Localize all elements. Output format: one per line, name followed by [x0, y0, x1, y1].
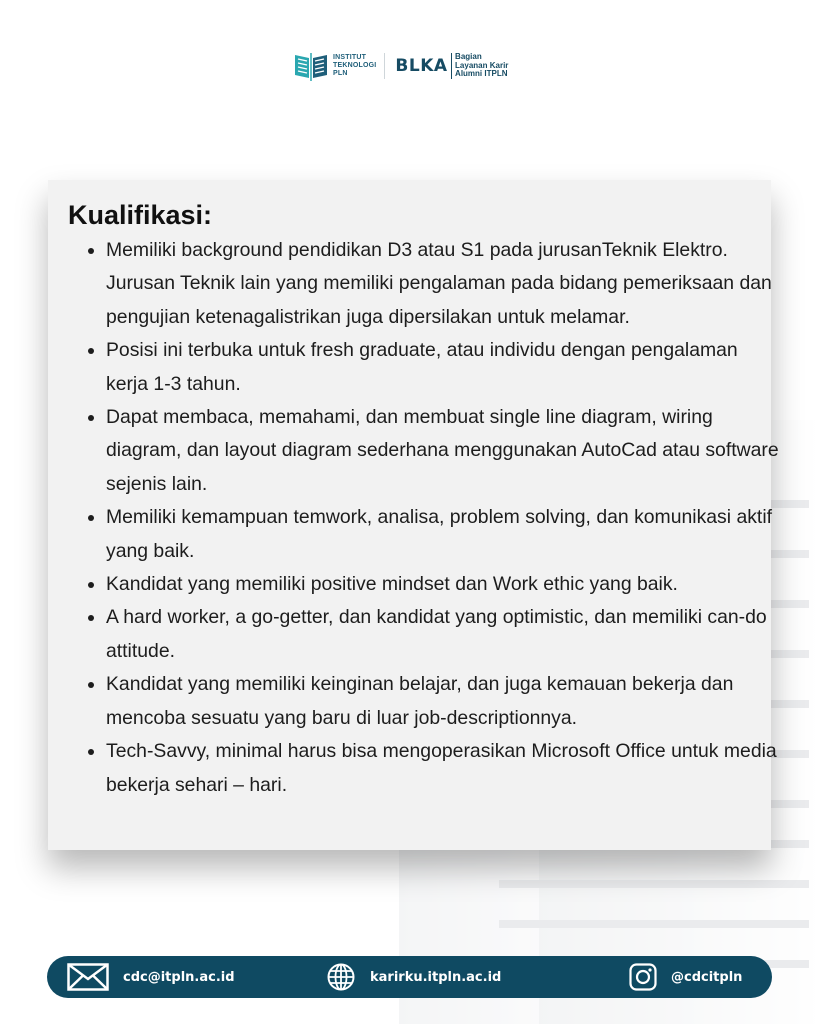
footer-website[interactable]: [326, 956, 501, 998]
email-link[interactable]: cdc@itpln.ac.id: [123, 969, 235, 985]
website-link[interactable]: karirku.itpln.ac.id: [370, 969, 502, 985]
envelope-icon: [67, 963, 109, 991]
list-item: • Posisi ini terbuka untuk fresh graduate, atau individu dengan pengalaman kerja 1-3 tahun.: [106, 334, 782, 401]
instagram-icon: [629, 963, 657, 991]
list-item: • A hard worker, a go-getter, dan kandidat yang optimistic, dan memiliki can-do attitude.: [106, 601, 782, 668]
list-item: • Tech-Savvy, minimal harus bisa mengoperasikan Microsoft Office untuk media bekerja sehari – hari.: [106, 735, 782, 802]
header-logos: [292, 44, 532, 88]
qualifications-card: [48, 180, 779, 850]
card-title: Kualifikasi:: [68, 200, 213, 230]
blka-subtitle: Bagian Layanan Karir Alumni ITPLN: [455, 52, 509, 79]
header-divider: [384, 53, 385, 79]
globe-icon: [326, 962, 356, 992]
blka-logo: [395, 53, 508, 79]
list-item: • Kandidat yang memiliki positive mindset dan Work ethic yang baik.: [106, 568, 782, 601]
footer-email[interactable]: [67, 956, 235, 998]
qualifications-list: [84, 234, 782, 802]
list-item: • Memiliki kemampuan temwork, analisa, problem solving, dan komunikasi aktif yang baik.: [106, 501, 782, 568]
list-item: • Dapat membaca, memahami, dan membuat single line diagram, wiring diagram, dan layout diagram sederhana menggunakan AutoCad atau software sejenis lain.: [106, 401, 782, 501]
list-item: • Kandidat yang memiliki keinginan belajar, dan juga kemauan bekerja dan mencoba sesuatu yang baru di luar job-descriptionnya.: [106, 668, 782, 735]
itpln-book-icon: [292, 47, 330, 85]
itpln-logo: [292, 47, 376, 85]
itpln-wordmark: INSTITUT TEKNOLOGI PLN: [333, 54, 377, 77]
instagram-handle[interactable]: @cdcitpln: [671, 969, 743, 985]
list-item: • Memiliki background pendidikan D3 atau S1 pada jurusanTeknik Elektro. Jurusan Teknik lain yang memiliki pengalaman pada bidang pemeriksaan dan pengujian ketenagalistrikan juga dipersilakan untuk melamar.: [106, 234, 782, 334]
footer-instagram[interactable]: [629, 956, 742, 998]
blka-separator: [451, 53, 453, 79]
footer-contact-bar: [47, 956, 772, 998]
blka-wordmark: BLKA: [395, 56, 448, 76]
